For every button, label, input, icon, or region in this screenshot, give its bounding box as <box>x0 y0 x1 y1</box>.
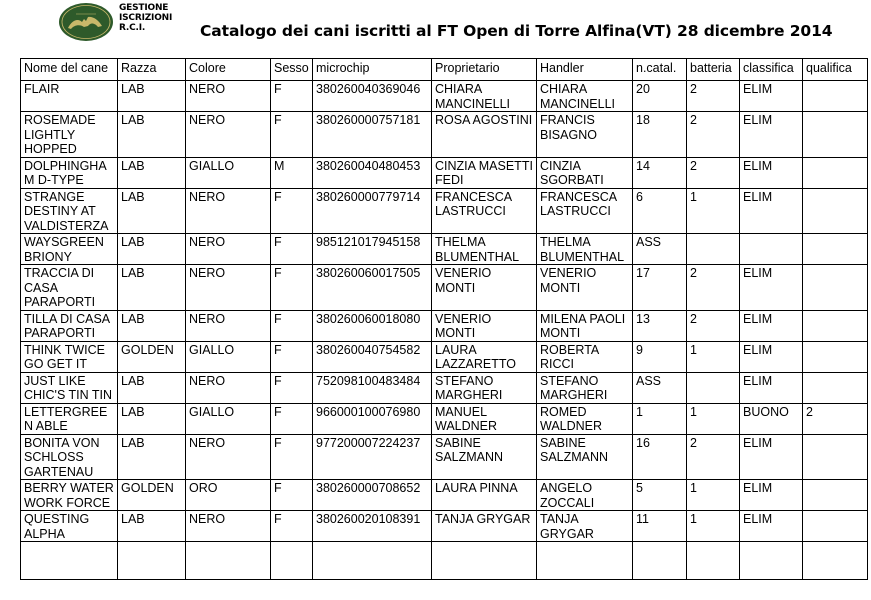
cell-catalog-number: ASS <box>633 372 687 403</box>
cell-breed: LAB <box>118 434 186 480</box>
cell-dog-name: QUESTING ALPHA <box>21 511 118 542</box>
cell-ranking: ELIM <box>740 341 803 372</box>
cell-qualification <box>803 81 868 112</box>
cell-microchip: 380260040754582 <box>313 341 432 372</box>
cell-breed: LAB <box>118 112 186 158</box>
cell-sex: F <box>271 480 313 511</box>
cell-qualification <box>803 341 868 372</box>
cell-ranking: ELIM <box>740 372 803 403</box>
cell-handler: SABINE SALZMANN <box>537 434 633 480</box>
table-row <box>21 403 868 434</box>
cell-batch: 1 <box>687 403 740 434</box>
cell-handler: ROBERTA RICCI <box>537 341 633 372</box>
cell-qualification <box>803 372 868 403</box>
cell-microchip: 977200007224237 <box>313 434 432 480</box>
cell-qualification <box>803 310 868 341</box>
table-header-row <box>21 59 868 81</box>
cell-catalog-number: 6 <box>633 188 687 234</box>
cell-dog-name: DOLPHINGHAM D-TYPE <box>21 157 118 188</box>
cell-ranking: ELIM <box>740 511 803 542</box>
column-header-sex: Sesso <box>271 59 313 81</box>
cell-handler: ANGELO ZOCCALI <box>537 480 633 511</box>
cell-sex: F <box>271 511 313 542</box>
cell-ranking: ELIM <box>740 188 803 234</box>
table-row <box>21 112 868 158</box>
cell-dog-name: WAYSGREEN BRIONY <box>21 234 118 265</box>
cell-breed: LAB <box>118 81 186 112</box>
cell-sex: F <box>271 81 313 112</box>
cell-catalog-number: 13 <box>633 310 687 341</box>
empty-cell <box>313 542 432 580</box>
cell-sex: F <box>271 310 313 341</box>
cell-batch: 2 <box>687 112 740 158</box>
cell-catalog-number: 16 <box>633 434 687 480</box>
empty-cell <box>633 542 687 580</box>
cell-color: NERO <box>186 434 271 480</box>
cell-qualification <box>803 511 868 542</box>
cell-color: GIALLO <box>186 403 271 434</box>
cell-ranking: ELIM <box>740 81 803 112</box>
cell-dog-name: TRACCIA DI CASA PARAPORTI <box>21 265 118 311</box>
cell-dog-name: FLAIR <box>21 81 118 112</box>
table-body <box>21 81 868 580</box>
cell-microchip: 752098100483484 <box>313 372 432 403</box>
table-row <box>21 188 868 234</box>
cell-dog-name: BERRY WATER WORK FORCE <box>21 480 118 511</box>
logo-text <box>119 3 172 33</box>
cell-sex: F <box>271 341 313 372</box>
cell-microchip: 380260020108391 <box>313 511 432 542</box>
cell-handler: FRANCIS BISAGNO <box>537 112 633 158</box>
cell-microchip: 380260000757181 <box>313 112 432 158</box>
logo-line: R.C.I. <box>119 23 146 33</box>
cell-qualification <box>803 157 868 188</box>
cell-color: NERO <box>186 188 271 234</box>
cell-microchip: 380260040369046 <box>313 81 432 112</box>
cell-color: GIALLO <box>186 341 271 372</box>
table-row <box>21 341 868 372</box>
logo-line: ISCRIZIONI <box>119 13 173 23</box>
cell-catalog-number: 14 <box>633 157 687 188</box>
cell-breed: LAB <box>118 188 186 234</box>
column-header-owner: Proprietario <box>432 59 537 81</box>
column-header-ranking: classifica <box>740 59 803 81</box>
cell-microchip: 380260040480453 <box>313 157 432 188</box>
cell-batch: 2 <box>687 157 740 188</box>
cell-owner: ROSA AGOSTINI <box>432 112 537 158</box>
cell-handler: TANJA GRYGAR <box>537 511 633 542</box>
cell-microchip: 380260060017505 <box>313 265 432 311</box>
dog-catalog-table <box>20 58 868 580</box>
cell-catalog-number: 18 <box>633 112 687 158</box>
cell-owner: SABINE SALZMANN <box>432 434 537 480</box>
cell-microchip: 380260060018080 <box>313 310 432 341</box>
cell-ranking: BUONO <box>740 403 803 434</box>
table-row <box>21 434 868 480</box>
cell-catalog-number: ASS <box>633 234 687 265</box>
cell-sex: F <box>271 188 313 234</box>
cell-batch <box>687 372 740 403</box>
cell-color: GIALLO <box>186 157 271 188</box>
cell-sex: F <box>271 112 313 158</box>
empty-cell <box>271 542 313 580</box>
cell-sex: F <box>271 372 313 403</box>
table-row <box>21 372 868 403</box>
cell-owner: MANUEL WALDNER <box>432 403 537 434</box>
column-header-qualification: qualifica <box>803 59 868 81</box>
cell-ranking: ELIM <box>740 265 803 311</box>
empty-cell <box>118 542 186 580</box>
cell-handler: MILENA PAOLI MONTI <box>537 310 633 341</box>
cell-sex: F <box>271 265 313 311</box>
cell-ranking: ELIM <box>740 157 803 188</box>
table-row <box>21 265 868 311</box>
cell-dog-name: LETTERGREEN ABLE <box>21 403 118 434</box>
cell-dog-name: JUST LIKE CHIC'S TIN TIN <box>21 372 118 403</box>
cell-batch: 2 <box>687 310 740 341</box>
cell-sex: F <box>271 234 313 265</box>
cell-dog-name: TILLA DI CASA PARAPORTI <box>21 310 118 341</box>
cell-qualification: 2 <box>803 403 868 434</box>
column-header-color: Colore <box>186 59 271 81</box>
cell-qualification <box>803 480 868 511</box>
cell-sex: M <box>271 157 313 188</box>
cell-ranking: ELIM <box>740 434 803 480</box>
empty-cell <box>803 542 868 580</box>
document-header <box>0 0 871 56</box>
column-header-handler: Handler <box>537 59 633 81</box>
cell-catalog-number: 11 <box>633 511 687 542</box>
cell-color: NERO <box>186 265 271 311</box>
cell-batch: 1 <box>687 341 740 372</box>
cell-handler: FRANCESCA LASTRUCCI <box>537 188 633 234</box>
cell-qualification <box>803 434 868 480</box>
cell-owner: VENERIO MONTI <box>432 265 537 311</box>
cell-breed: GOLDEN <box>118 480 186 511</box>
cell-color: NERO <box>186 112 271 158</box>
cell-dog-name: BONITA VON SCHLOSS GARTENAU <box>21 434 118 480</box>
empty-row <box>21 542 868 580</box>
cell-batch: 1 <box>687 188 740 234</box>
column-header-catalog-number: n.catal. <box>633 59 687 81</box>
cell-ranking <box>740 234 803 265</box>
cell-catalog-number: 9 <box>633 341 687 372</box>
table-row <box>21 511 868 542</box>
cell-breed: LAB <box>118 511 186 542</box>
table-row <box>21 81 868 112</box>
cell-owner: TANJA GRYGAR <box>432 511 537 542</box>
cell-color: NERO <box>186 81 271 112</box>
cell-handler: STEFANO MARGHERI <box>537 372 633 403</box>
cell-handler: THELMA BLUMENTHAL <box>537 234 633 265</box>
cell-breed: LAB <box>118 157 186 188</box>
cell-handler: CHIARA MANCINELLI <box>537 81 633 112</box>
cell-owner: FRANCESCA LASTRUCCI <box>432 188 537 234</box>
cell-microchip: 380260000779714 <box>313 188 432 234</box>
cell-batch: 2 <box>687 81 740 112</box>
empty-cell <box>21 542 118 580</box>
cell-color: NERO <box>186 511 271 542</box>
cell-handler: VENERIO MONTI <box>537 265 633 311</box>
cell-dog-name: STRANGE DESTINY AT VALDISTERZA <box>21 188 118 234</box>
cell-breed: LAB <box>118 265 186 311</box>
column-header-batch: batteria <box>687 59 740 81</box>
cell-owner: LAURA PINNA <box>432 480 537 511</box>
cell-breed: GOLDEN <box>118 341 186 372</box>
cell-batch: 2 <box>687 265 740 311</box>
cell-owner: VENERIO MONTI <box>432 310 537 341</box>
cell-ranking: ELIM <box>740 112 803 158</box>
cell-breed: LAB <box>118 310 186 341</box>
cell-color: NERO <box>186 310 271 341</box>
cell-owner: CINZIA MASETTI FEDI <box>432 157 537 188</box>
empty-cell <box>432 542 537 580</box>
cell-catalog-number: 17 <box>633 265 687 311</box>
cell-owner: CHIARA MANCINELLI <box>432 81 537 112</box>
rci-logo-icon <box>58 2 114 42</box>
table-row <box>21 310 868 341</box>
table-row <box>21 480 868 511</box>
cell-dog-name: THINK TWICE GO GET IT <box>21 341 118 372</box>
empty-cell <box>687 542 740 580</box>
cell-batch: 2 <box>687 434 740 480</box>
cell-ranking: ELIM <box>740 310 803 341</box>
empty-cell <box>740 542 803 580</box>
cell-qualification <box>803 112 868 158</box>
cell-ranking: ELIM <box>740 480 803 511</box>
cell-color: ORO <box>186 480 271 511</box>
cell-owner: STEFANO MARGHERI <box>432 372 537 403</box>
cell-handler: CINZIA SGORBATI <box>537 157 633 188</box>
cell-batch <box>687 234 740 265</box>
page-title: Catalogo dei cani iscritti al FT Open di Torre Alfina(VT) 28 dicembre 2014 <box>200 22 833 40</box>
cell-batch: 1 <box>687 480 740 511</box>
cell-microchip: 380260000708652 <box>313 480 432 511</box>
cell-color: NERO <box>186 372 271 403</box>
cell-dog-name: ROSEMADE LIGHTLY HOPPED <box>21 112 118 158</box>
logo-line: GESTIONE <box>119 3 169 13</box>
empty-cell <box>186 542 271 580</box>
cell-breed: LAB <box>118 372 186 403</box>
cell-handler: ROMED WALDNER <box>537 403 633 434</box>
column-header-breed: Razza <box>118 59 186 81</box>
table-row <box>21 234 868 265</box>
cell-qualification <box>803 188 868 234</box>
cell-color: NERO <box>186 234 271 265</box>
cell-qualification <box>803 234 868 265</box>
cell-owner: THELMA BLUMENTHAL <box>432 234 537 265</box>
table-row <box>21 157 868 188</box>
cell-owner: LAURA LAZZARETTO <box>432 341 537 372</box>
cell-batch: 1 <box>687 511 740 542</box>
cell-catalog-number: 1 <box>633 403 687 434</box>
cell-sex: F <box>271 434 313 480</box>
cell-breed: LAB <box>118 403 186 434</box>
cell-sex: F <box>271 403 313 434</box>
cell-breed: LAB <box>118 234 186 265</box>
cell-microchip: 966000100076980 <box>313 403 432 434</box>
empty-cell <box>537 542 633 580</box>
cell-catalog-number: 20 <box>633 81 687 112</box>
column-header-microchip: microchip <box>313 59 432 81</box>
cell-catalog-number: 5 <box>633 480 687 511</box>
cell-qualification <box>803 265 868 311</box>
column-header-dog-name: Nome del cane <box>21 59 118 81</box>
cell-microchip: 985121017945158 <box>313 234 432 265</box>
